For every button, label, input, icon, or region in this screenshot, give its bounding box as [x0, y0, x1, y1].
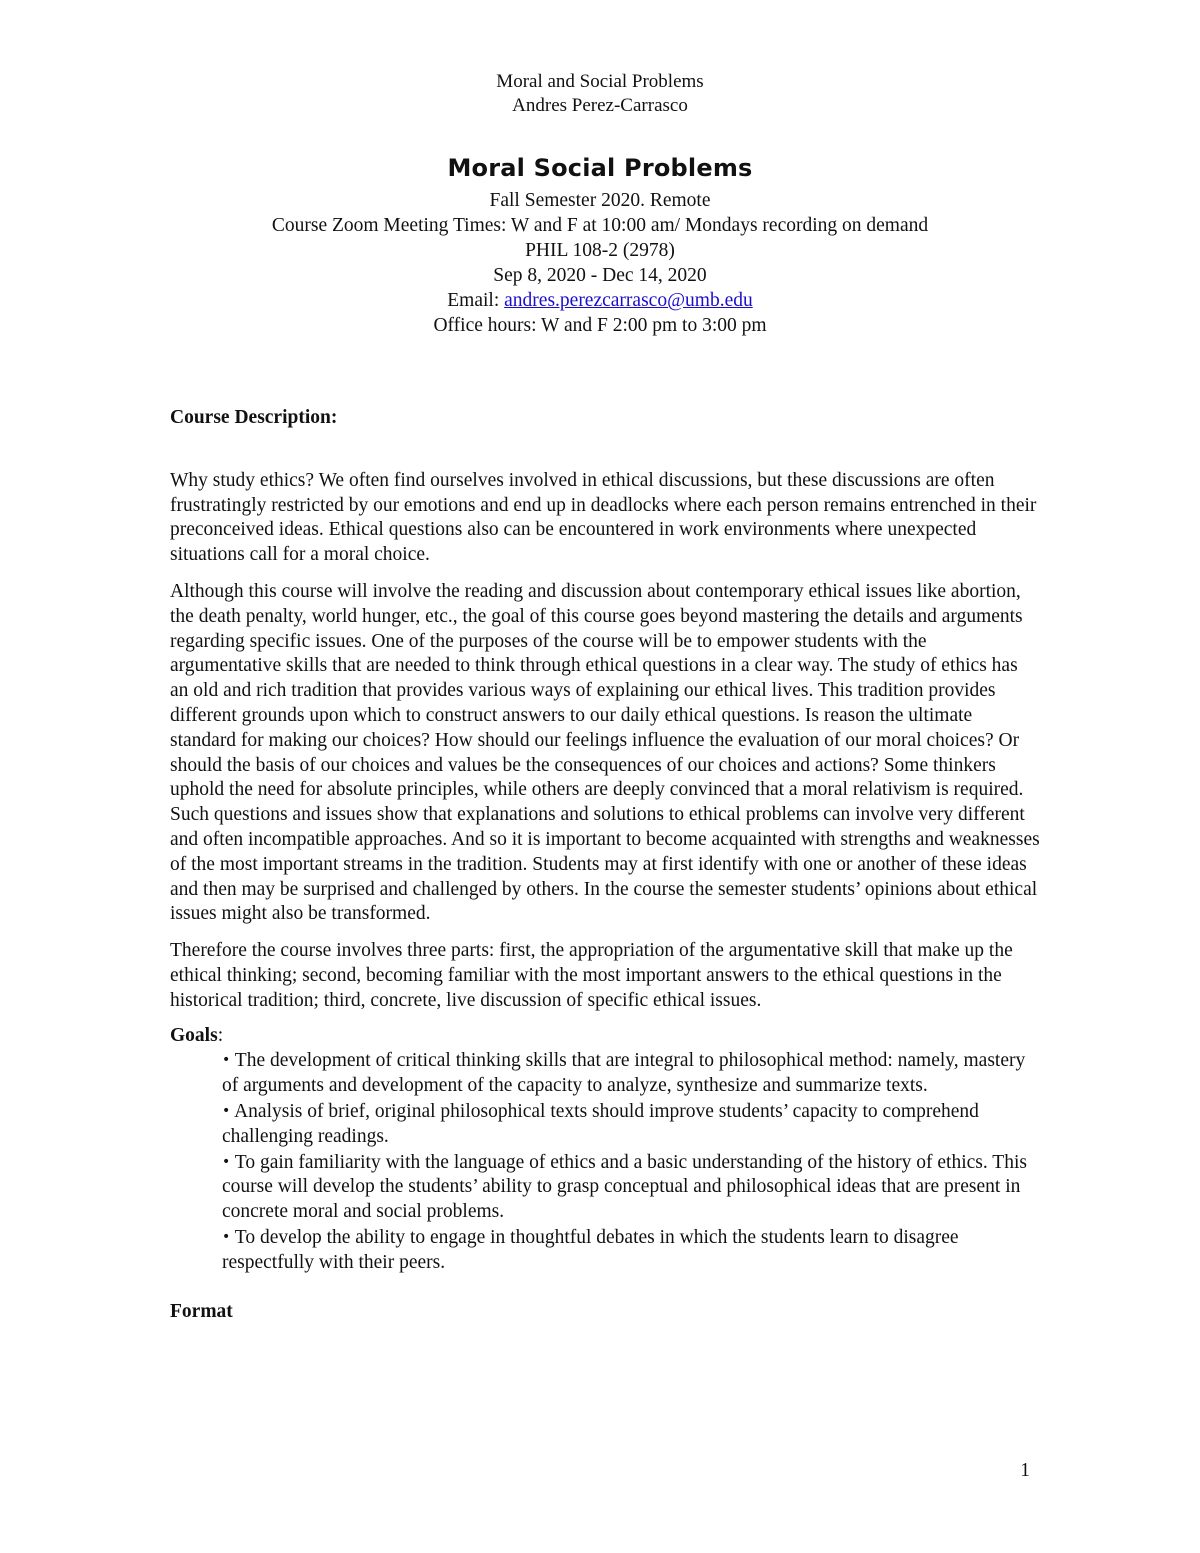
goals-colon: :: [217, 1024, 224, 1046]
goal-text: To develop the ability to engage in thoughtful debates in which the students learn to disagree respectfully with their peers.: [222, 1226, 959, 1273]
header-course-name: Moral and Social Problems: [496, 71, 704, 92]
email-label: Email:: [447, 290, 505, 311]
office-hours-line: Office hours: W and F 2:00 pm to 3:00 pm: [433, 315, 767, 336]
email-line: [0, 288, 1200, 313]
goals-list: [170, 1048, 1040, 1275]
goal-item: [222, 1150, 1040, 1225]
format-heading: Format: [170, 1300, 233, 1322]
course-code-line: PHIL 108-2 (2978): [525, 240, 675, 261]
semester-line: Fall Semester 2020. Remote: [489, 190, 711, 211]
meeting-times-line: Course Zoom Meeting Times: W and F at 10:00 am/ Mondays recording on demand: [271, 215, 929, 236]
bullet-icon: •: [222, 1052, 231, 1069]
header-author: Andres Perez-Carrasco: [512, 95, 688, 116]
description-paragraph: Therefore the course involves three parts: first, the appropriation of the argumentative skill that make up the ethical thinking; second, becoming familiar with the most important answers to the ethical questions in the historical tradition; third, concrete, live discussion of specific ethical issues.: [170, 940, 1013, 1011]
page-number: 1: [1020, 1460, 1030, 1481]
goal-item: [222, 1099, 1040, 1150]
title-block: [0, 152, 1200, 338]
goals-heading: Goals: [170, 1024, 218, 1046]
goal-text: The development of critical thinking skills that are integral to philosophical method: namely, mastery of arguments and development of the capacity to analyze, synthesize and summarize texts.: [222, 1050, 1026, 1097]
bullet-icon: •: [222, 1153, 231, 1170]
main-content: [170, 406, 1040, 1324]
goal-text: To gain familiarity with the language of ethics and a basic understanding of the history of ethics. This course will develop the students’ ability to grasp conceptual and philosophical ideas that are present in concrete moral and social problems.: [222, 1151, 1027, 1223]
goal-item: [222, 1048, 1040, 1099]
document-title: Moral Social Problems: [447, 154, 753, 182]
goals-heading-line: [170, 1024, 1040, 1049]
description-paragraph: Why study ethics? We often find ourselves involved in ethical discussions, but these discussions are often frustratingly restricted by our emotions and end up in deadlocks where each person remains entrenched in their preconceived ideas. Ethical questions also can be encountered in work environments where unexpected situations call for a moral choice.: [170, 469, 1037, 566]
bullet-icon: •: [222, 1102, 231, 1119]
goal-text: Analysis of brief, original philosophical texts should improve students’ capacity to comprehend challenging readings.: [222, 1100, 979, 1147]
goal-item: [222, 1225, 1040, 1276]
email-link[interactable]: andres.perezcarrasco@umb.edu: [504, 290, 753, 311]
description-paragraph: Although this course will involve the reading and discussion about contemporary ethical issues like abortion, the death penalty, world hunger, etc., the goal of this course goes beyond mastering the details and arguments regarding specific issues. One of the purposes of the course will be to empower students with the argumentative skills that are needed to think through ethical questions in a clear way. The study of ethics has an old and rich tradition that provides various ways of explaining our ethical lives. This tradition provides different grounds upon which to construct answers to our daily ethical questions. Is reason the ultimate standard for making our choices? How should our feelings influence the evaluation of our moral choices? Or should the basis of our choices and values be the consequences of our choices and actions? Some thinkers uphold the need for absolute principles, while others are deeply convinced that a moral relativism is required. Such questions and issues show that explanations and solutions to ethical problems can involve very different and often incompatible approaches. And so it is important to become acquainted with strengths and weaknesses of the most important streams in the tradition. Students may at first identify with one or another of these ideas and then may be surprised and challenged by others. In the course the semester students’ opinions about ethical issues might also be transformed.: [170, 580, 1040, 925]
dates-line: Sep 8, 2020 - Dec 14, 2020: [493, 265, 707, 286]
bullet-icon: •: [222, 1228, 231, 1245]
course-description-heading: Course Description:: [170, 407, 338, 428]
running-header: [0, 70, 1200, 118]
